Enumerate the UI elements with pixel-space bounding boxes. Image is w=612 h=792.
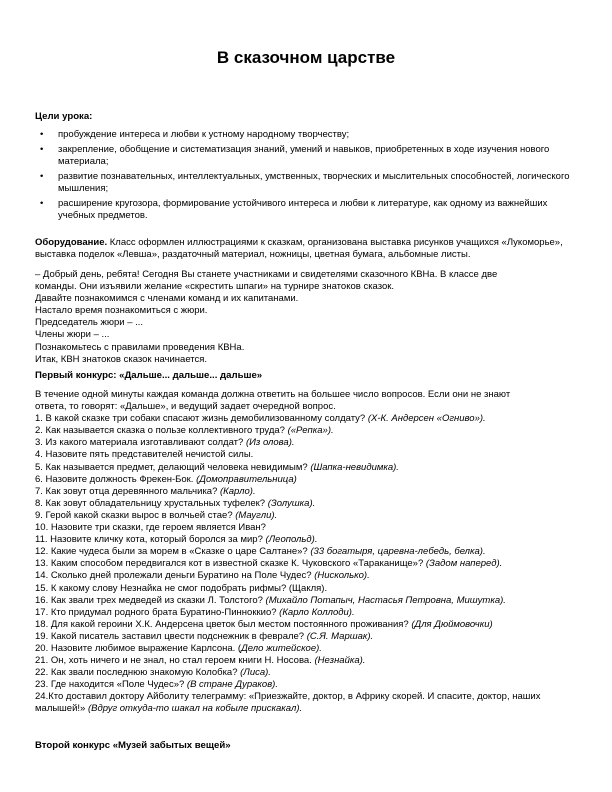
- goal-text: расширение кругозора, формирование устойчивого интереса и любви к литературе, как одному из важнейших учебных предметов.: [58, 198, 548, 221]
- contest2-heading: Второй конкурс «Музей забытых вещей»: [35, 740, 231, 751]
- question-item: 24.Кто доставил доктору Айболиту телеграмму: «Приезжайте, доктор, в Африку скорей. И спасите, доктор, наших малышей!» (Вдруг откуда-то шакал на кобыле прискакал).: [35, 691, 541, 715]
- question-item: 21. Он, хоть ничего и не знал, но стал героем книги Н. Носова. (Незнайка).: [35, 655, 366, 667]
- equipment-text: Класс оформлен иллюстрациями к сказкам, организована выставка рисунков учащихся «Лукоморье», выставка поделок «Левша», раздаточный материал, ножницы, цветная бумага, альбомные листы.: [35, 237, 563, 261]
- intro-line: Итак, КВН знатоков сказок начинается.: [35, 353, 208, 365]
- question-item: 13. Каким способом передвигался кот в известной сказке К. Чуковского «Тараканище»? (Задом наперед).: [35, 558, 503, 570]
- list-item: [35, 144, 575, 168]
- intro-line: – Добрый день, ребята! Сегодня Вы станете участниками и свидетелями сказочного КВНа. В классе две: [35, 269, 498, 280]
- question-item: 14. Сколько дней пролежали деньги Буратино на Поле Чудес? (Нисколько).: [35, 570, 370, 582]
- bullet-icon: •: [40, 198, 44, 209]
- question-item: 8. Как зовут обладательницу хрустальных туфелек? (Золушка).: [35, 497, 316, 509]
- question-item: 7. Как зовут отца деревянного мальчика? (Карло).: [35, 485, 256, 497]
- question-item: 3. Из какого материала изготавливают солдат? (Из олова).: [35, 437, 295, 449]
- bullet-icon: •: [40, 144, 44, 155]
- question-item: 12. Какие чудеса были за морем в «Сказке о царе Салтане»? (33 богатыря, царевна-лебедь, белка).: [35, 546, 486, 558]
- intro-line: Настало время познакомиться с жюри.: [35, 305, 208, 317]
- list-item: [35, 198, 575, 222]
- question-item: 2. Как называется сказка о пользе коллективного труда? («Репка»).: [35, 425, 334, 437]
- intro-line: Члены жюри – ...: [35, 329, 110, 341]
- question-item: 11. Назовите кличку кота, который боролся за мир? (Леопольд).: [35, 534, 318, 546]
- equipment-paragraph: [35, 237, 583, 261]
- question-item: 4. Назовите пять представителей нечистой силы.: [35, 449, 254, 461]
- question-item: 19. Какой писатель заставил цвести подснежник в феврале? (С.Я. Маршак).: [35, 630, 374, 642]
- question-item: 1. В какой сказке три собаки спасают жизнь демобилизованному солдату? (Х-К. Андерсен «Огниво»).: [35, 413, 486, 425]
- list-item: [35, 129, 575, 141]
- goal-text: закрепление, обобщение и систематизация знаний, умений и навыков, приобретенных в ходе изучения нового материала;: [58, 144, 550, 167]
- page-title: В сказочном царстве: [216, 48, 396, 67]
- question-item: 16. Как звали трех медведей из сказки Л. Толстого? (Михайло Потапыч, Настасья Петровна, Мишутка).: [35, 594, 506, 606]
- goals-heading: Цели урока:: [35, 111, 93, 122]
- question-item: 15. К какому слову Незнайка не смог подобрать рифмы? (Щакля).: [35, 582, 328, 594]
- question-item: 23. Где находится «Поле Чудес»? (В стране Дураков).: [35, 679, 278, 691]
- question-item: 6. Назовите должность Фрекен-Бок. (Домоправительница): [35, 473, 297, 485]
- rules-line: ответа, то говорят: «Дальше», и ведущий задает очередной вопрос.: [35, 401, 336, 413]
- rules-line: В течение одной минуты каждая команда должна ответить на большее число вопросов. Если они не знают: [35, 389, 511, 400]
- contest1-block: [35, 389, 583, 716]
- contest1-heading: Первый конкурс: «Дальше... дальше... дальше»: [35, 370, 263, 381]
- question-item: 20. Назовите любимое выражение Карлсона. (Дело житейское).: [35, 642, 322, 654]
- question-item: 17. Кто придумал родного брата Буратино-Пинноккио? (Карло Коллоди).: [35, 606, 355, 618]
- bullet-icon: •: [40, 171, 44, 182]
- goal-text: развитие познавательных, интеллектуальных, умственных, творческих и мыслительных способностей, логического мышления;: [58, 171, 570, 194]
- equipment-label: Оборудование.: [35, 237, 108, 248]
- intro-line: команды. Они изъявили желание «скрестить шпаги» на турнире знатоков сказок.: [35, 281, 395, 293]
- question-item: 9. Герой какой сказки вырос в волчьей стае? (Маугли).: [35, 509, 278, 521]
- intro-line: Давайте познакомимся с членами команд и их капитанами.: [35, 293, 299, 305]
- list-item: [35, 171, 575, 195]
- goal-text: пробуждение интереса и любви к устному народному творчеству;: [58, 129, 350, 140]
- question-item: 5. Как называется предмет, делающий человека невидимым? (Шапка-невидимка).: [35, 461, 399, 473]
- question-item: 10. Назовите три сказки, где героем является Иван?: [35, 522, 266, 534]
- intro-block: [35, 269, 583, 366]
- question-item: 22. Как звали последнюю знакомую Колобка? (Лиса).: [35, 667, 271, 679]
- bullet-icon: •: [40, 129, 44, 140]
- intro-line: Познакомьтесь с правилами проведения КВНа.: [35, 341, 245, 353]
- intro-line: Председатель жюри – ...: [35, 317, 144, 329]
- goals-list: [35, 129, 575, 225]
- question-item: 18. Для какой героини Х.К. Андерсена цветок был местом постоянного проживания? (Для Дюймовочки): [35, 618, 493, 630]
